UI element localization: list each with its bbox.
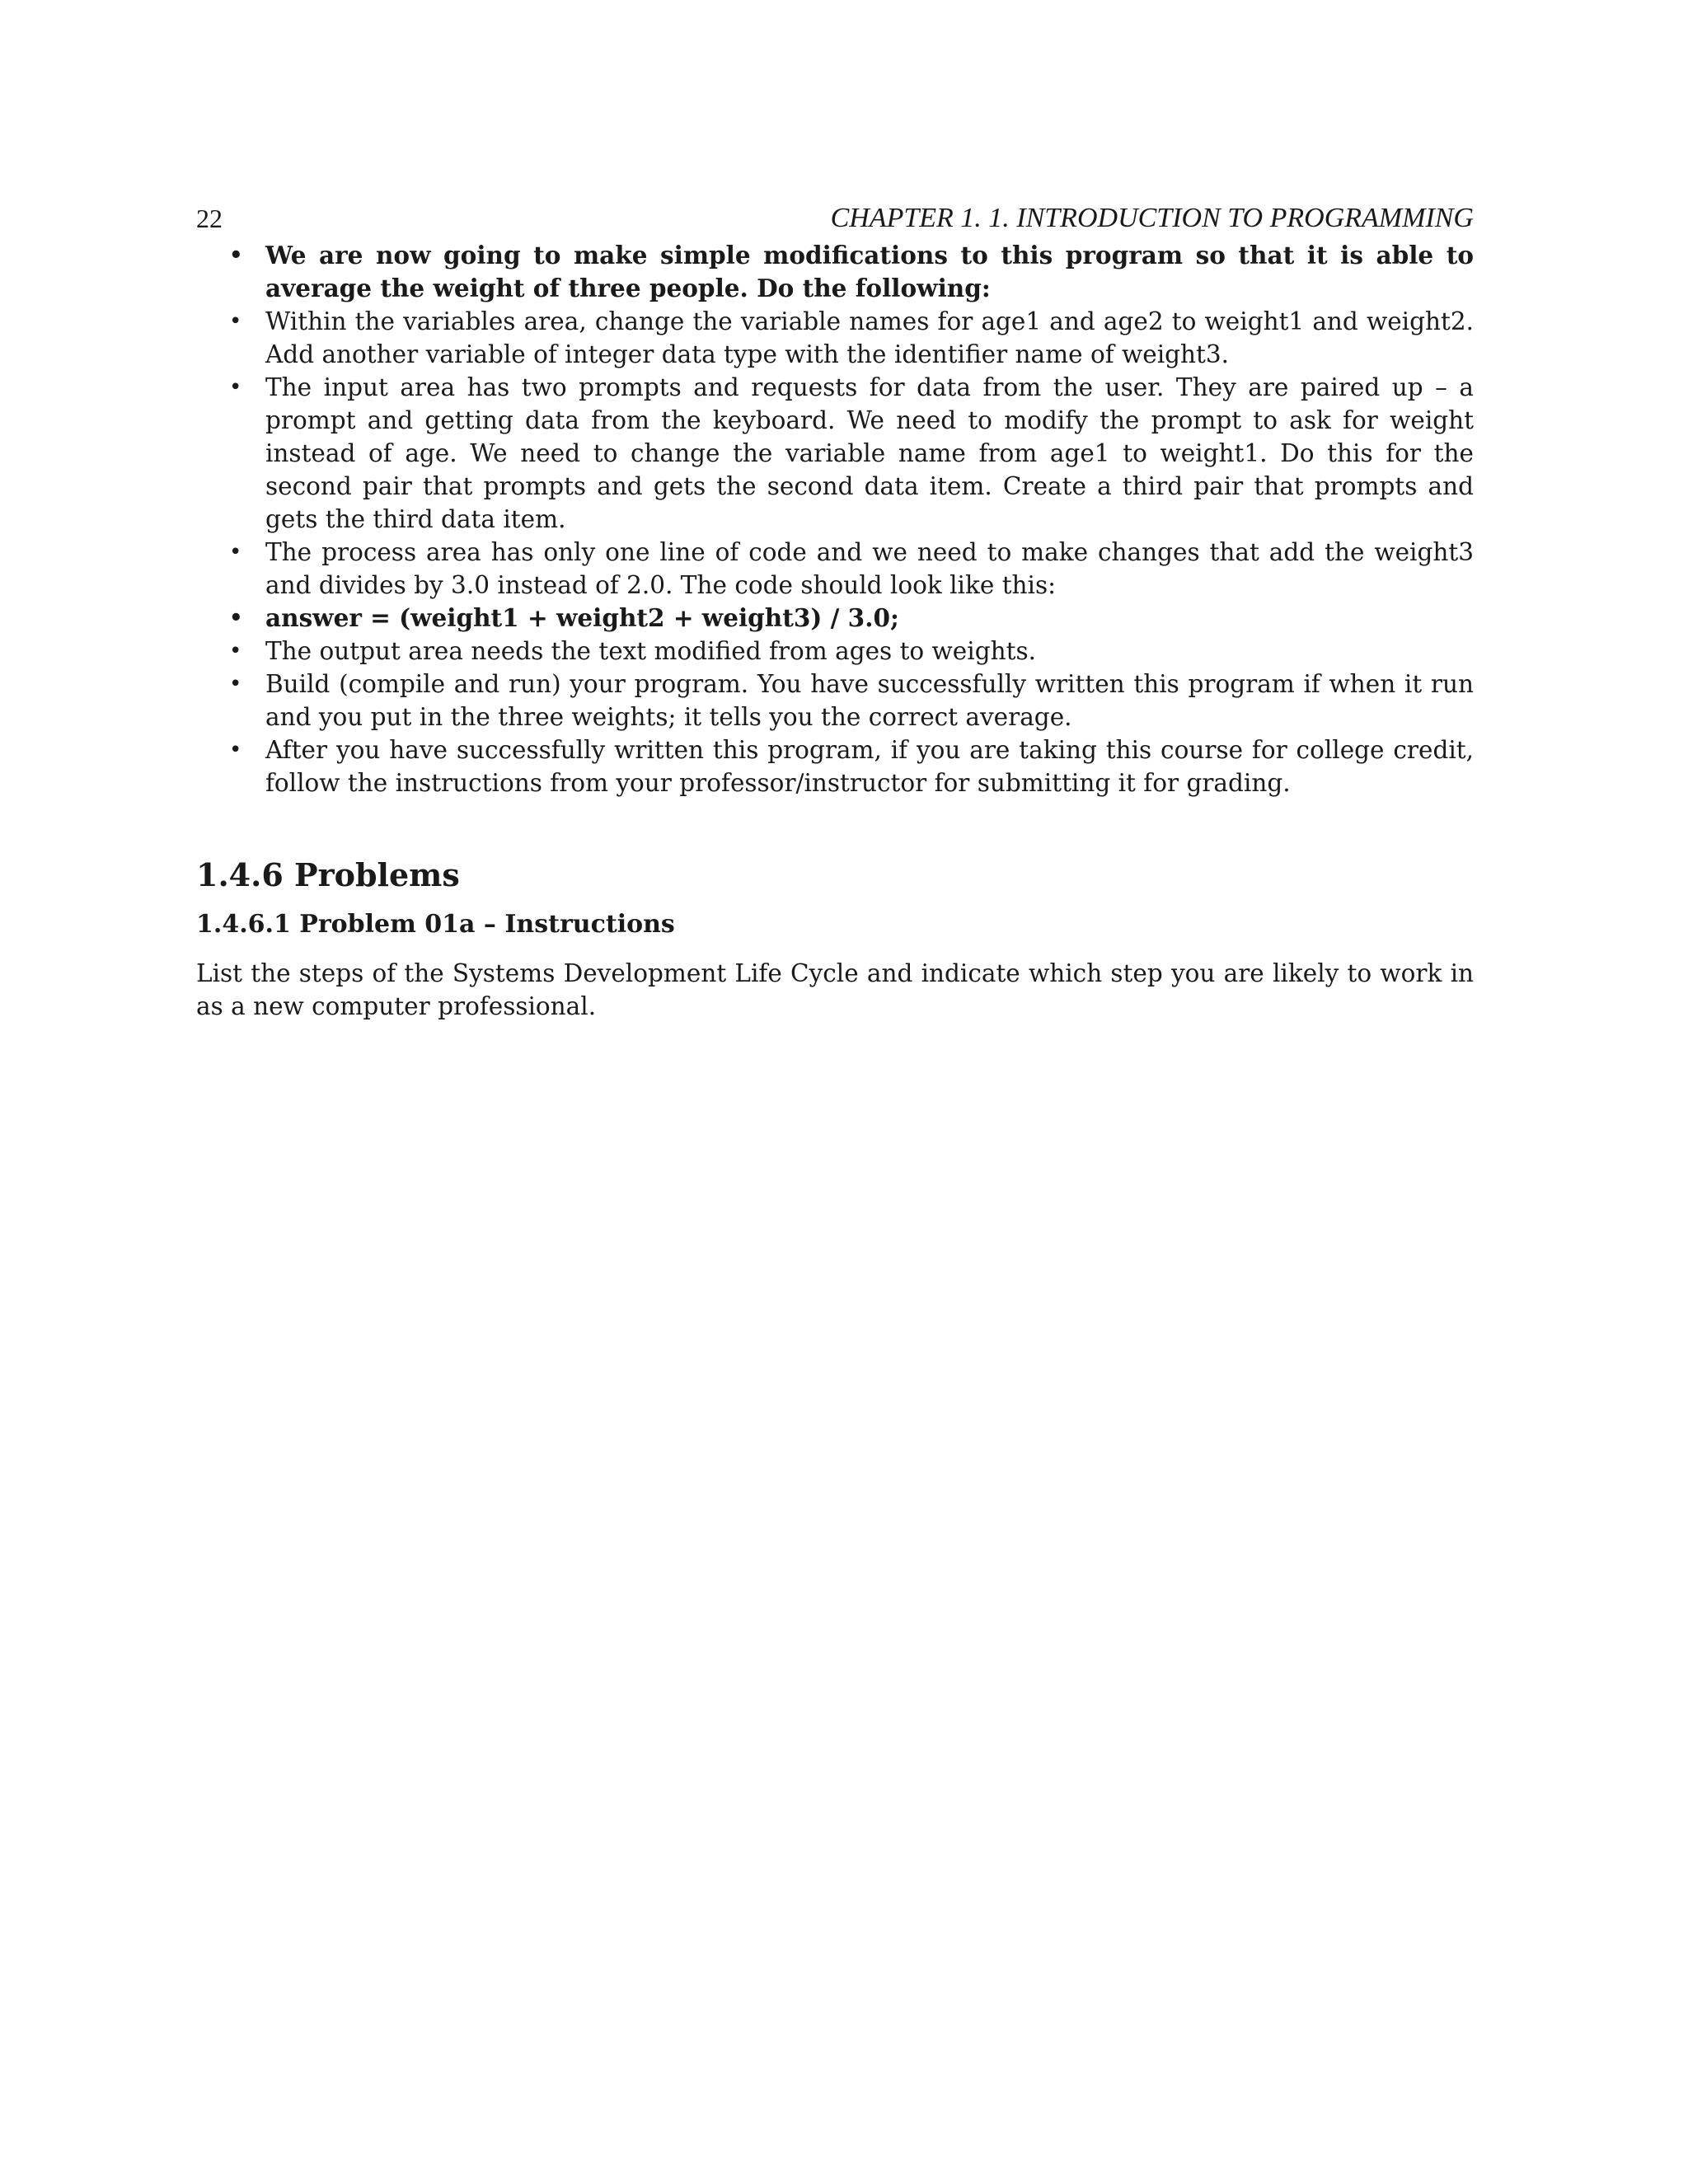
bullet-list-intro	[196, 239, 1474, 305]
bullet-list-submit	[196, 733, 1474, 799]
list-item	[196, 733, 1474, 799]
document-page	[196, 198, 1474, 1023]
list-item-text: We are now going to make simple modifications to this program so that it is able to average the weight of three people. Do the following:	[265, 241, 1474, 302]
list-item-text: The input area has two prompts and requests for data from the user. They are paired up – a prompt and getting data from the keyboard. We need to modify the prompt to ask for weight instead of age. We need to change the variable name from age1 to weight1. Do this for the second pair that prompts and gets the second data item. Create a third pair that prompts and gets the third data item.	[265, 373, 1474, 533]
list-item	[196, 536, 1474, 602]
bullet-icon: •	[229, 540, 242, 565]
bullet-icon: •	[229, 606, 243, 630]
list-item-text: Within the variables area, change the variable names for age1 and age2 to weight1 and weight2. Add another variable of integer data type with the identifier name of weight3.	[265, 307, 1474, 368]
subsection-heading: 1.4.6.1 Problem 01a – Instructions	[196, 910, 675, 939]
bullet-list-steps	[196, 305, 1474, 668]
section-heading: 1.4.6 Problems	[196, 856, 460, 893]
list-item-code	[196, 602, 1474, 635]
chapter-title: CHAPTER 1. 1. INTRODUCTION TO PROGRAMMING	[830, 203, 1474, 233]
bullet-icon: •	[229, 738, 242, 762]
list-item-text: answer = (weight1 + weight2 + weight3) / 3.0;	[265, 603, 899, 632]
page-number: 22	[196, 204, 223, 233]
bullet-list-build	[196, 668, 1474, 733]
list-item	[196, 239, 1474, 305]
bullet-icon: •	[229, 375, 242, 400]
list-item	[196, 668, 1474, 733]
bullet-icon: •	[229, 639, 242, 663]
list-item	[196, 635, 1474, 668]
list-item	[196, 305, 1474, 371]
list-item-text: The process area has only one line of code and we need to make changes that add the weight3 and divides by 3.0 instead of 2.0. The code should look like this:	[265, 538, 1474, 599]
body-paragraph: List the steps of the Systems Development Life Cycle and indicate which step you are likely to work in as a new computer professional.	[196, 959, 1474, 1020]
running-header	[196, 198, 1474, 239]
list-item	[196, 371, 1474, 536]
list-item-text: Build (compile and run) your program. You have successfully written this program if when it run and you put in the three weights; it tells you the correct average.	[265, 670, 1474, 731]
list-item-text: After you have successfully written this program, if you are taking this course for college credit, follow the instructions from your professor/instructor for submitting it for grading.	[265, 736, 1474, 797]
bullet-icon: •	[229, 243, 243, 268]
bullet-icon: •	[229, 672, 242, 696]
bullet-icon: •	[229, 309, 242, 334]
list-item-text: The output area needs the text modified from ages to weights.	[265, 637, 1036, 665]
